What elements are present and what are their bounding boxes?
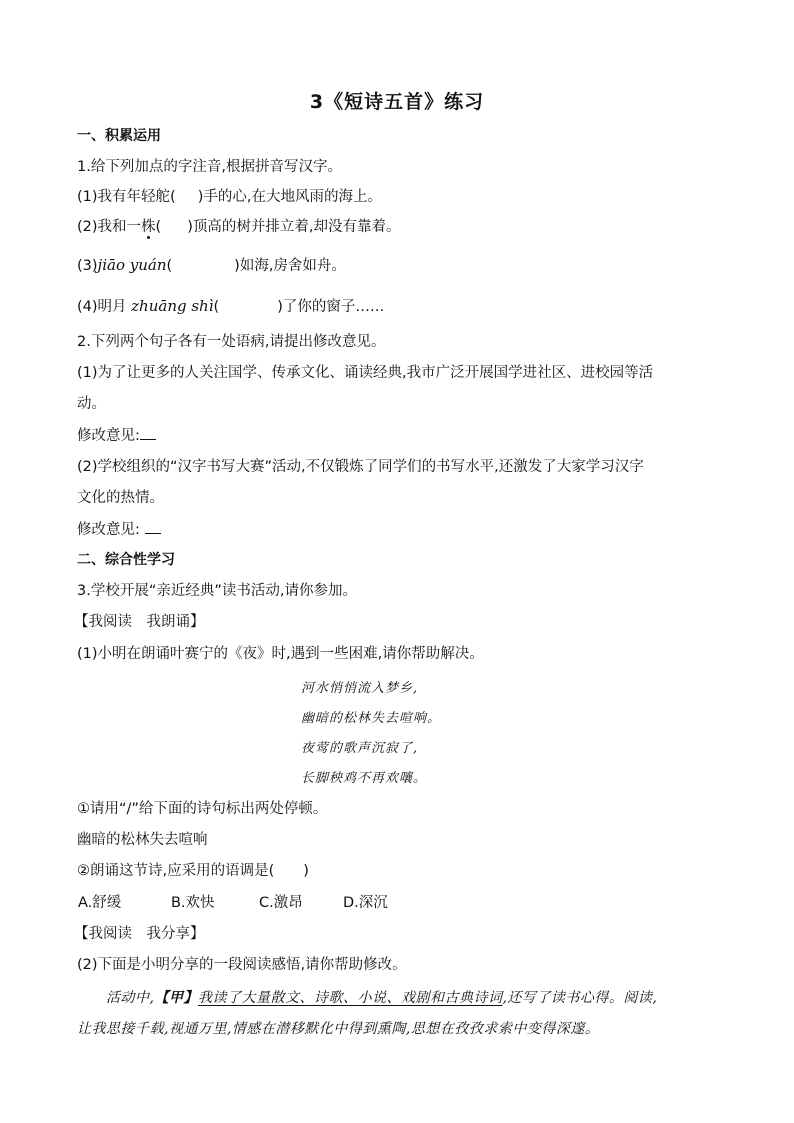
item-3-open: ( — [166, 258, 173, 274]
paragraph-continuation: ,还写了读书心得。阅读, — [502, 990, 658, 1006]
reflection-paragraph-line-1 — [106, 988, 657, 1008]
question-1-item-2 — [77, 217, 400, 237]
item-1-prefix: (1)我有年轻舵( — [77, 189, 176, 205]
question-1-stem: 1.给下列加点的字注音,根据拼音写汉字。 — [77, 159, 342, 175]
question-2-sentence-1-line-1: (1)为了让更多的人关注国学、传承文化、诵读经典,我市广泛开展国学进社区、进校园等活 — [77, 365, 654, 381]
section-heading-2: 二、综合性学习 — [77, 552, 175, 568]
item-4-suffix: )了你的窗子…… — [277, 299, 385, 315]
revision-answer-2[interactable] — [77, 519, 161, 540]
question-2-sentence-1-line-2: 动。 — [77, 396, 106, 412]
question-2-sentence-2-line-2: 文化的热情。 — [77, 490, 164, 506]
page-title: 3《短诗五首》练习 — [309, 91, 485, 113]
reflection-paragraph-line-2: 让我思接千载,视通万里,情感在潜移默化中得到熏陶,思想在孜孜求索中变得深邃。 — [77, 1021, 600, 1037]
option-c[interactable]: C.激昂 — [259, 895, 303, 911]
item-2-prefix: (2)我和一 — [77, 219, 142, 235]
marker-jia: 【甲】 — [154, 990, 198, 1006]
answer-blank-1[interactable] — [140, 425, 156, 440]
question-1-item-1 — [77, 187, 382, 207]
question-3-stem: 3.学校开展“亲近经典”读书活动,请你参加。 — [77, 583, 357, 599]
answer-blank-2[interactable] — [145, 519, 161, 534]
revision-label-1: 修改意见: — [77, 428, 140, 444]
item-3-suffix: )如海,房舍如舟。 — [234, 258, 346, 274]
subheading-read-share: 【我阅读 我分享】 — [74, 926, 205, 942]
item-4-open: ( — [213, 299, 220, 315]
item-2-suffix: )顶高的树并排立着,却没有靠着。 — [187, 219, 401, 235]
pinyin-zhuangshi: zhuāng shì — [131, 297, 214, 315]
section-heading-1: 一、积累运用 — [77, 128, 161, 144]
question-1-item-4 — [77, 296, 384, 317]
poem-line-2: 幽暗的松林失去喧响。 — [301, 711, 442, 726]
option-d[interactable]: D.深沉 — [343, 895, 388, 911]
paragraph-intro: 活动中, — [106, 990, 155, 1006]
poem-line-3: 夜莺的歌声沉寂了, — [301, 741, 419, 756]
dotted-character: 株 — [141, 219, 156, 235]
question-2-sentence-2-line-1: (2)学校组织的“汉字书写大赛”活动,不仅锻炼了同学们的书写水平,还激发了大家学习汉字 — [77, 459, 644, 475]
pinyin-jiaoyuan: jiāo yuán — [97, 256, 167, 274]
revision-answer-1[interactable] — [77, 425, 156, 446]
item-2-open: ( — [155, 219, 162, 235]
poem-line-1: 河水悄悄流入梦乡, — [301, 681, 419, 696]
subheading-read-recite: 【我阅读 我朗诵】 — [74, 614, 205, 630]
underlined-sentence-jia: 我读了大量散文、诗歌、小说、戏剧和古典诗词 — [197, 990, 503, 1006]
question-3-part-1: (1)小明在朗诵叶赛宁的《夜》时,遇到一些困难,请你帮助解决。 — [77, 646, 484, 662]
option-a[interactable]: A.舒缓 — [78, 895, 122, 911]
instruction-2: ②朗诵这节诗,应采用的语调是( ) — [77, 863, 309, 879]
revision-label-2: 修改意见: — [77, 522, 145, 538]
question-2-stem: 2.下列两个句子各有一处语病,请提出修改意见。 — [77, 334, 386, 350]
question-3-part-2: (2)下面是小明分享的一段阅读感悟,请你帮助修改。 — [77, 957, 407, 973]
item-4-prefix: (4)明月 — [77, 299, 132, 315]
pause-marking-line[interactable]: 幽暗的松林失去喧响 — [77, 832, 208, 848]
instruction-1: ①请用“/”给下面的诗句标出两处停顿。 — [77, 801, 328, 817]
item-1-suffix: )手的心,在大地风雨的海上。 — [197, 189, 382, 205]
option-b[interactable]: B.欢快 — [171, 895, 215, 911]
poem-line-4: 长脚秧鸡不再欢嚷。 — [301, 771, 428, 786]
item-3-number: (3) — [77, 258, 98, 274]
question-1-item-3 — [77, 255, 346, 276]
